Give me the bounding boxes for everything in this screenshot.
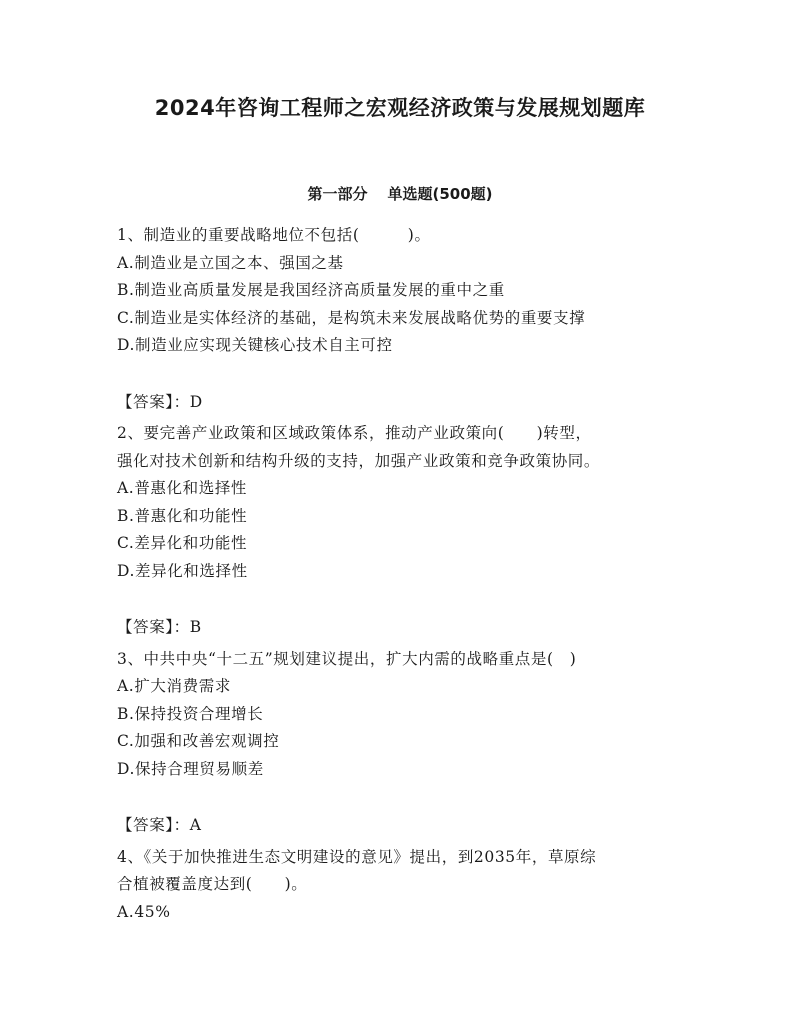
question-2-answer <box>117 614 687 642</box>
question-3 <box>117 646 687 840</box>
question-1-option-a: A.制造业是立国之本、强国之基 <box>117 253 344 272</box>
question-1 <box>117 222 687 416</box>
question-4-stem-line-2: 合植被覆盖度达到( )。 <box>117 875 308 893</box>
question-2-stem-line-1: 2、要完善产业政策和区域政策体系，推动产业政策向( )转型， <box>117 424 592 442</box>
question-3-option-b: B.保持投资合理增长 <box>117 704 264 723</box>
question-1-option-c: C.制造业是实体经济的基础，是构筑未来发展战略优势的重要支撑 <box>117 308 586 327</box>
question-1-option-b: B.制造业高质量发展是我国经济高质量发展的重中之重 <box>117 281 505 299</box>
question-2 <box>117 420 687 642</box>
question-3-option-d: D.保持合理贸易顺差 <box>117 759 264 778</box>
question-2-stem-line-2: 强化对技术创新和结构升级的支持，加强产业政策和竞争政策协同。 <box>117 451 601 470</box>
question-3-answer <box>117 812 687 840</box>
question-list <box>117 222 687 926</box>
answer-label: 【答案】： <box>117 392 190 411</box>
section-title: 单选题(500题) <box>387 185 493 203</box>
question-2-option-c: C.差异化和功能性 <box>117 534 248 552</box>
answer-label: 【答案】： <box>117 816 190 834</box>
answer-label: 【答案】： <box>117 618 190 636</box>
section-heading <box>0 183 800 204</box>
question-1-stem-line-1: 1、制造业的重要战略地位不包括( )。 <box>117 226 431 244</box>
answer-value: D <box>189 392 203 411</box>
document-title: 2024年咨询工程师之宏观经济政策与发展规划题库 <box>154 96 646 120</box>
question-3-option-c: C.加强和改善宏观调控 <box>117 732 280 750</box>
section-label: 第一部分 <box>307 185 368 203</box>
answer-value: A <box>189 816 202 834</box>
question-4-option-a: A.45% <box>117 902 171 921</box>
question-4 <box>117 844 687 927</box>
question-3-option-a: A.扩大消费需求 <box>117 677 231 695</box>
question-1-answer <box>117 389 687 417</box>
question-1-option-d: D.制造业应实现关键核心技术自主可控 <box>117 336 393 354</box>
question-3-stem-line-1: 3、中共中央“十二五”规划建议提出，扩大内需的战略重点是( ) <box>117 649 577 668</box>
answer-value: B <box>189 618 202 636</box>
question-2-option-a: A.普惠化和选择性 <box>117 479 248 497</box>
question-2-option-d: D.差异化和选择性 <box>117 561 248 580</box>
question-4-stem-line-1: 4、《关于加快推进生态文明建设的意见》提出，到2035年，草原综 <box>117 847 597 866</box>
question-2-option-b: B.普惠化和功能性 <box>117 506 248 525</box>
